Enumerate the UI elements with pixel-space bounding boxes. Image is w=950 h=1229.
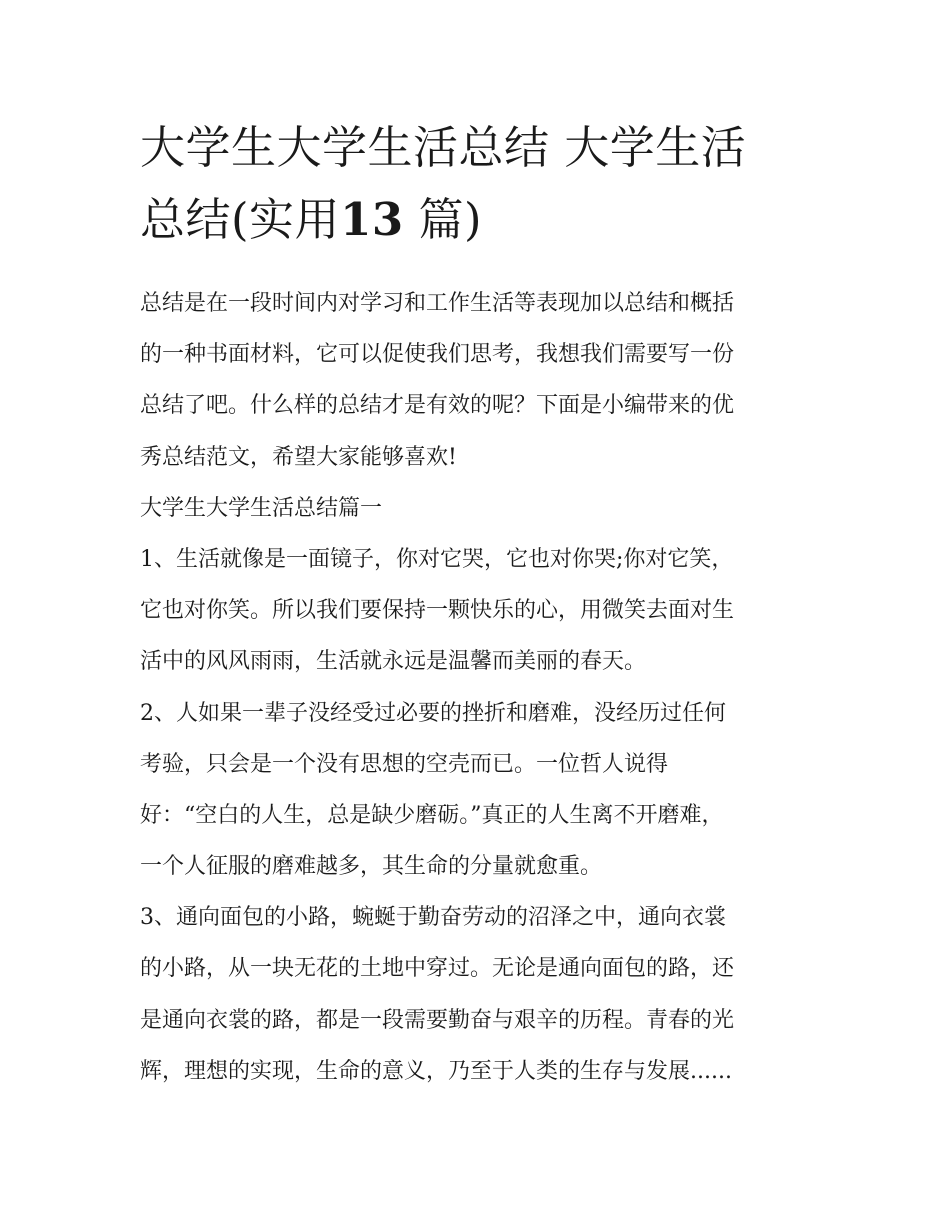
paragraph-line: 辉，理想的实现，生命的意义，乃至于人类的生存与发展...... bbox=[140, 1058, 732, 1084]
title-suffix: 篇) bbox=[403, 193, 483, 246]
paragraph-line: 是通向衣裳的路，都是一段需要勤奋与艰辛的历程。青春的光 bbox=[140, 1007, 735, 1033]
paragraph-line: 考验，只会是一个没有思想的空壳而已。一位哲人说得 bbox=[140, 751, 669, 777]
paragraph-line: 的小路，从一块无花的土地中穿过。无论是通向面包的路，还 bbox=[140, 956, 735, 982]
intro-line: 秀总结范文，希望大家能够喜欢! bbox=[140, 444, 457, 470]
paragraph-line: 它也对你笑。所以我们要保持一颗快乐的心，用微笑去面对生 bbox=[140, 598, 735, 624]
document-page bbox=[140, 112, 812, 1097]
title-text-part: 总结(实用 bbox=[140, 193, 341, 246]
document-body bbox=[140, 278, 812, 1097]
title-line-2 bbox=[140, 184, 812, 256]
intro-line: 的一种书面材料，它可以促使我们思考，我想我们需要写一份 bbox=[140, 342, 735, 368]
paragraph-line: 活中的风风雨雨，生活就永远是温馨而美丽的春天。 bbox=[140, 649, 647, 675]
title-line-1: 大学生大学生活总结 大学生活 bbox=[140, 121, 747, 174]
intro-line: 总结是在一段时间内对学习和工作生活等表现加以总结和概括 bbox=[140, 291, 735, 316]
paragraph-line: 3、通向面包的小路，蜿蜒于勤奋劳动的沼泽之中，通向衣裳 bbox=[140, 905, 726, 931]
paragraph-line: 一个人征服的磨难越多，其生命的分量就愈重。 bbox=[140, 854, 603, 880]
document-title bbox=[140, 112, 812, 256]
paragraph-line: 2、人如果一辈子没经受过必要的挫折和磨难，没经历过任何 bbox=[140, 700, 726, 726]
paragraph-line: 好：“空白的人生，总是缺少磨砺。”真正的人生离不开磨难， bbox=[140, 802, 724, 828]
section-heading: 大学生大学生活总结篇一 bbox=[140, 495, 383, 521]
title-number: 13 bbox=[340, 193, 404, 246]
intro-line: 总结了吧。什么样的总结才是有效的呢？下面是小编带来的优 bbox=[140, 393, 735, 419]
paragraph-line: 1、生活就像是一面镜子，你对它哭，它也对你哭;你对它笑， bbox=[140, 546, 734, 572]
